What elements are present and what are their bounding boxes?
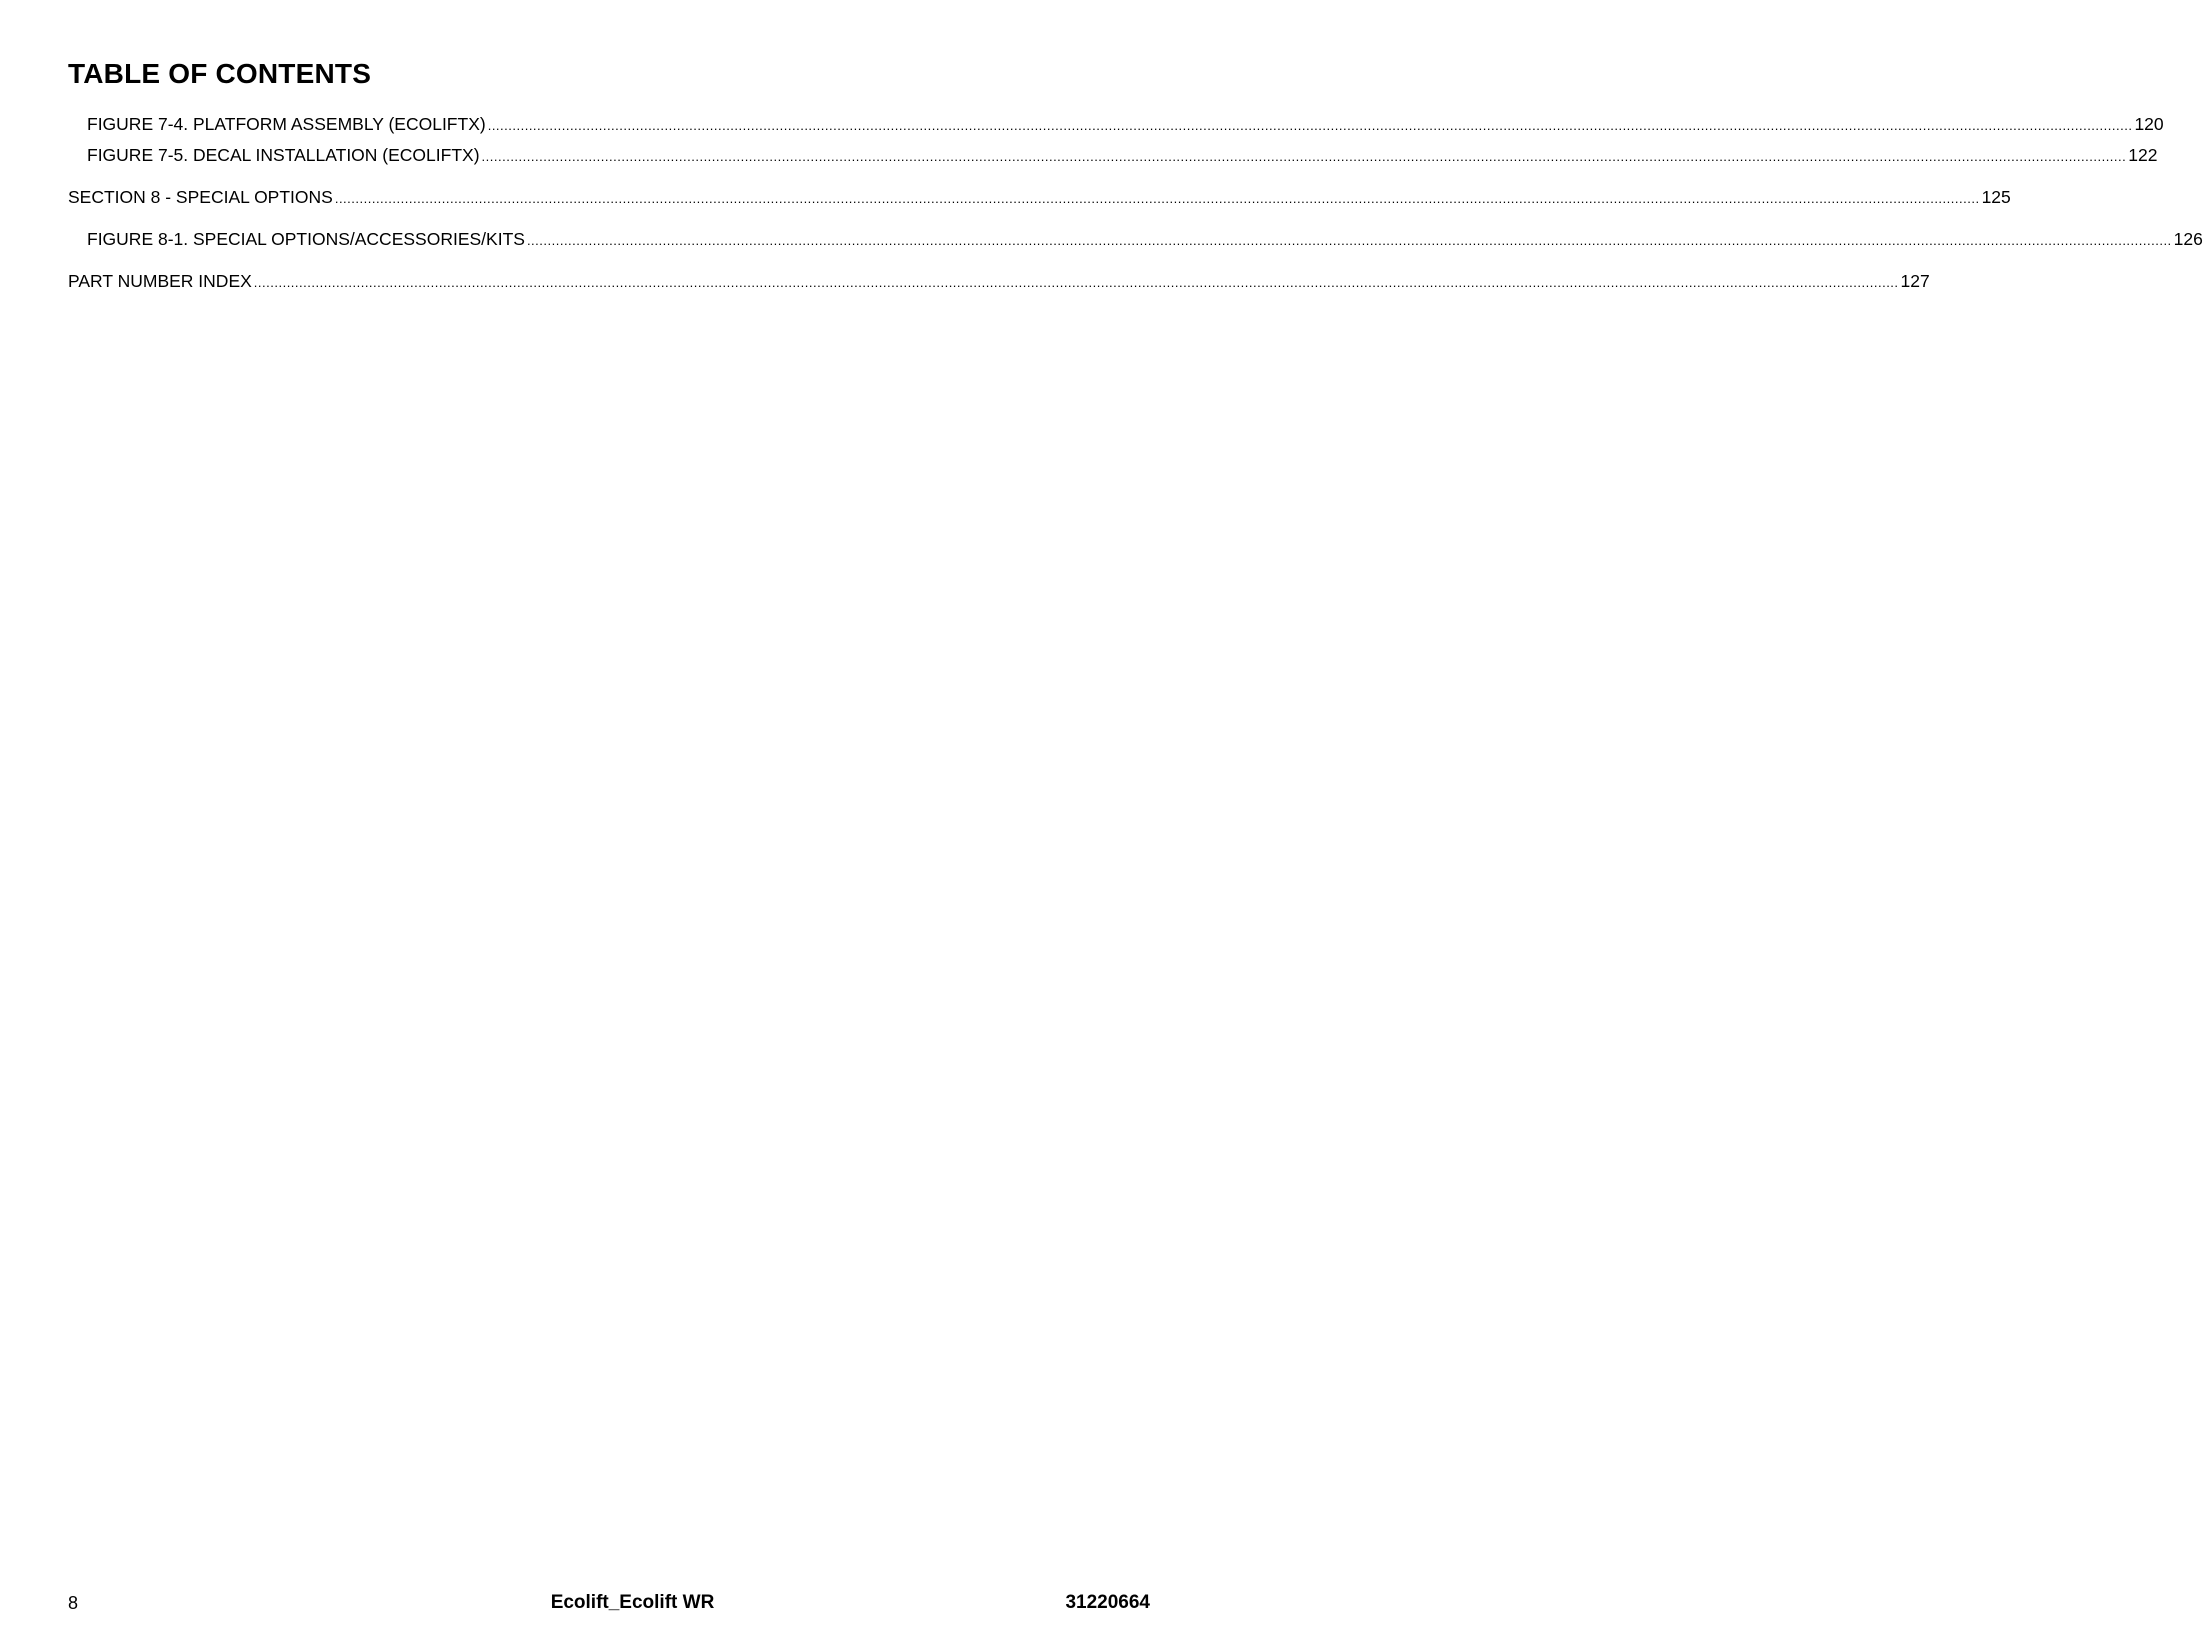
page-title: TABLE OF CONTENTS	[68, 58, 372, 89]
toc-entry-page: 125	[1981, 187, 2011, 207]
toc-entry-figure-8-1[interactable]	[87, 228, 2203, 250]
toc-entry-figure-7-4[interactable]	[87, 113, 2164, 135]
toc-entry-figure-7-5[interactable]	[87, 144, 2158, 166]
toc-entry-label: FIGURE 7-5. DECAL INSTALLATION (ECOLIFTX)	[87, 145, 480, 165]
toc-dot-leader: ................................................................................................................................................................................................................................................................................................................................................................................................................	[487, 118, 2133, 133]
footer-page-number: 8	[68, 1593, 79, 1613]
toc-entry-page: 126	[2173, 229, 2203, 249]
toc-entry-label: FIGURE 8-1. SPECIAL OPTIONS/ACCESSORIES/KITS	[87, 229, 525, 249]
toc-entry-label: PART NUMBER INDEX	[68, 271, 252, 291]
footer-document-title: Ecolift_Ecolift WR	[550, 1592, 715, 1613]
toc-dot-leader: ................................................................................................................................................................................................................................................................................................................................................................................................................	[334, 191, 1980, 206]
toc-dot-leader: ................................................................................................................................................................................................................................................................................................................................................................................................................	[481, 149, 2127, 164]
toc-entry-page: 120	[2134, 114, 2164, 134]
toc-entry-label: SECTION 8 - SPECIAL OPTIONS	[68, 187, 333, 207]
toc-entry-section-8[interactable]	[68, 186, 2011, 208]
toc-entry-part-number-index[interactable]	[68, 270, 1930, 292]
footer-document-number: 31220664	[1065, 1592, 1150, 1613]
toc-entry-label: FIGURE 7-4. PLATFORM ASSEMBLY (ECOLIFTX)	[87, 114, 486, 134]
toc-entry-page: 127	[1900, 271, 1930, 291]
toc-dot-leader: ................................................................................................................................................................................................................................................................................................................................................................................................................	[526, 233, 2172, 248]
toc-dot-leader: ................................................................................................................................................................................................................................................................................................................................................................................................................	[253, 275, 1899, 290]
toc-entry-page: 122	[2128, 145, 2158, 165]
